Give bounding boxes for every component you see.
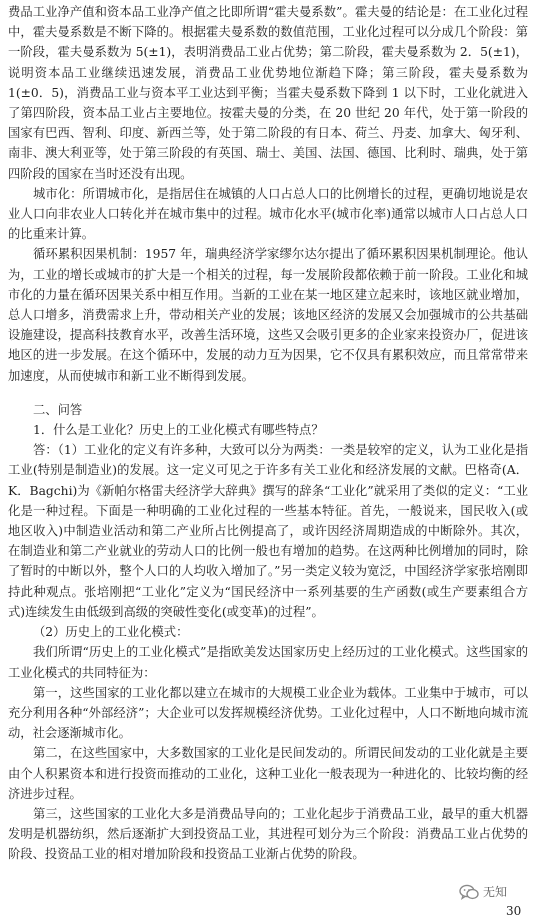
watermark	[459, 883, 507, 900]
question-1: 1．什么是工业化？历史上的工业化模式有哪些特点？	[33, 423, 324, 438]
answer-part-1: 答：（1）工业化的定义有许多种，大致可以分为两类：一类是较窄的定义，认为工业化是指工业(特别是制造业)的发展。这一定义可见之于许多有关工业化和经济发展的文献。巴格奇(A．K．Bagchi)为《新帕尔格雷夫经济学大辞典》撰写的辞条“工业化”就采用了类似的定义：“工业化是一种过程。下面是一种明确的工业化过程的一些基本特征。首先，一般说来，国民收入(或地区收入)中制造业活动和第二产业所占比例提高了，或许因经济周期造成的中断除外。其次，在制造业和第二产业就业的劳动人口的比例一般也有增加的趋势。在这两种比例增加的同时，除了暂时的中断以外，整个人口的人均收入增加了。”另一类定义较为宽泛，中国经济学家张培刚即持此种观点。张培刚把“工业化”定义为“国民经济中一系列基要的生产函数(或生产要素组合方式)连续发生由低级到高级的突破性变化(或变革)的过程”。	[8, 443, 528, 619]
paragraph-urbanization: 城市化：所谓城市化，是指居住在城镇的人口占总人口的比例增长的过程，更确切地说是农业人口向非农业人口转化并在城市集中的过程。城市化水平(城市化率)通常以城市人口占总人口的比重来计算。	[8, 186, 528, 242]
answer-part-2-heading: （2）历史上的工业化模式：	[33, 625, 189, 640]
answer-intro: 我们所谓“历史上的工业化模式”是指欧美发达国家历史上经历过的工业化模式。这些国家的工业化模式的共同特征为：	[8, 645, 528, 680]
page-number: 30	[506, 904, 522, 918]
watermark-label: 无知	[483, 885, 508, 899]
answer-point-3: 第三，这些国家的工业化大多是消费品导向的；工业化起步于消费品工业，最早的重大机器发明是机器纺织，然后逐渐扩大到投资品工业，其进程可划分为三个阶段：消费品工业占优势的阶段、投资品工业的相对增加阶段和投资品工业渐占优势的阶段。	[8, 806, 528, 862]
paragraph-huffmann-continued: 费品工业净产值和资本品工业净产值之比即所谓“霍夫曼系数”。霍夫曼的结论是：在工业化过程中，霍夫曼系数是不断下降的。根据霍夫曼系数的数值范围，工业化过程可以分成几个阶段：第一阶段，霍夫曼系数为 5(±1)，表明消费品工业占优势；第二阶段，霍夫曼系数为 2．5(±1)，说明资本品工业继续迅速发展，消费品工业优势地位渐趋下降；第三阶段，霍夫曼系数为 1(±0．5)，消费品工业与资本平工业达到平衡；当霍夫曼系数下降到 1 以下时，工业化就进入了第四阶段，资本品工业占主要地位。按霍夫曼的分类，在 20 世纪 20 年代，处于第一阶段的国家有巴西、智利、印度、新西兰等，处于第二阶段的有日本、荷兰、丹麦、加拿大、匈牙利、南非、澳大利亚等，处于第三阶段的有英国、瑞士、美国、法国、德国、比利时、瑞典，处于第四阶段的国家在当时还没有出现。	[8, 5, 528, 181]
answer-point-2: 第二，在这些国家中，大多数国家的工业化是民间发动的。所谓民间发动的工业化就是主要由个人积累资本和进行投资而推动的工业化，这种工业化一般表现为一种进化的、比较均衡的经济进步过程。	[8, 746, 528, 801]
answer-point-1: 第一，这些国家的工业化都以建立在城市的大规模工业企业为载体。工业集中于城市，可以充分利用各种“外部经济”；大企业可以发挥规模经济优势。工业化过程中，人口不断地向城市流动，社会逐渐城市化。	[8, 685, 528, 741]
paragraph-cumulative-causation: 循环累积因果机制：1957 年，瑞典经济学家缪尔达尔提出了循环累积因果机制理论。他认为，工业的增长或城市的扩大是一个相关的过程，每一发展阶段都依赖于前一阶段。工业化和城市化的力量在循环因果关系中相互作用。当新的工业在某一地区建立起来时，该地区就业增加，总人口增多，消费需求上升，带动相关产业的发展；该地区经济的发展又会加强城市的公共基础设施建设，提高科技教育水平，改善生活环境，这些又会吸引更多的企业家来投资办厂，促进该地区的进一步发展。在这个循环中，发展的动力互为因果，它不仅具有累积效应，而且常常带来加速度，从而使城市和新工业不断得到发展。	[8, 247, 528, 383]
section-spacer	[8, 386, 528, 400]
wechat-icon	[459, 884, 479, 900]
document-page	[8, 2, 528, 865]
section-heading-qa: 二、问答	[33, 402, 83, 417]
